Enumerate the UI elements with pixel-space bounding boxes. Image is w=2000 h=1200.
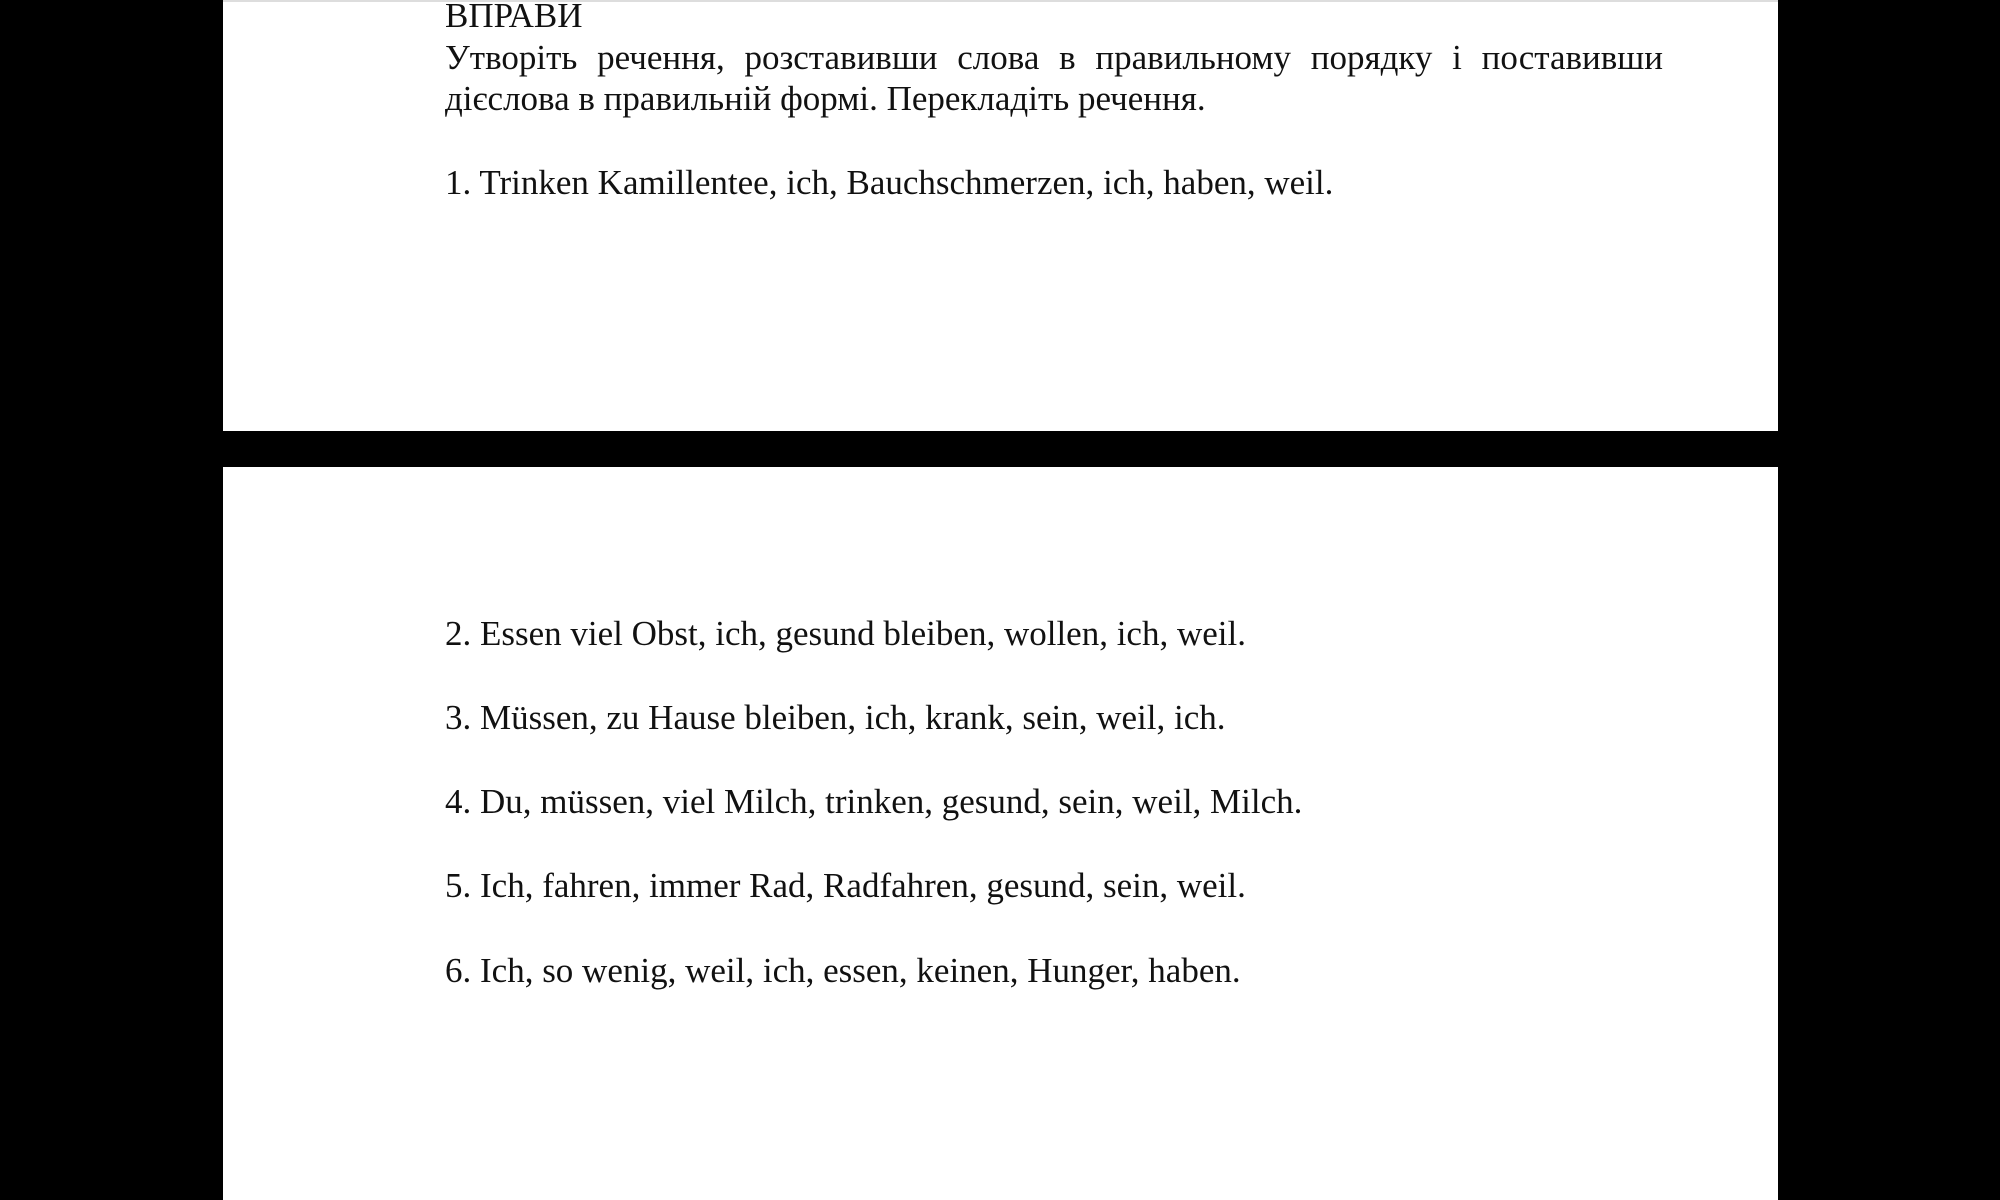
document-page-2 xyxy=(223,467,1778,1200)
exercise-item: 6. Ich, so wenig, weil, ich, essen, keinen, Hunger, haben. xyxy=(445,951,1241,990)
exercise-item: 3. Müssen, zu Hause bleiben, ich, krank, sein, weil, ich. xyxy=(445,698,1226,737)
instruction-text: Утворіть речення, розставивши слова в правильному порядку і поставивши дієслова в правильній формі. Перекладіть речення. xyxy=(445,38,1663,118)
section-heading: ВПРАВИ xyxy=(445,0,583,35)
exercise-item: 4. Du, müssen, viel Milch, trinken, gesund, sein, weil, Milch. xyxy=(445,782,1303,821)
exercise-item: 2. Essen viel Obst, ich, gesund bleiben, wollen, ich, weil. xyxy=(445,614,1246,653)
document-page-1 xyxy=(223,0,1778,431)
exercise-item: 5. Ich, fahren, immer Rad, Radfahren, gesund, sein, weil. xyxy=(445,866,1246,905)
exercise-item: 1. Trinken Kamillentee, ich, Bauchschmerzen, ich, haben, weil. xyxy=(445,163,1334,202)
